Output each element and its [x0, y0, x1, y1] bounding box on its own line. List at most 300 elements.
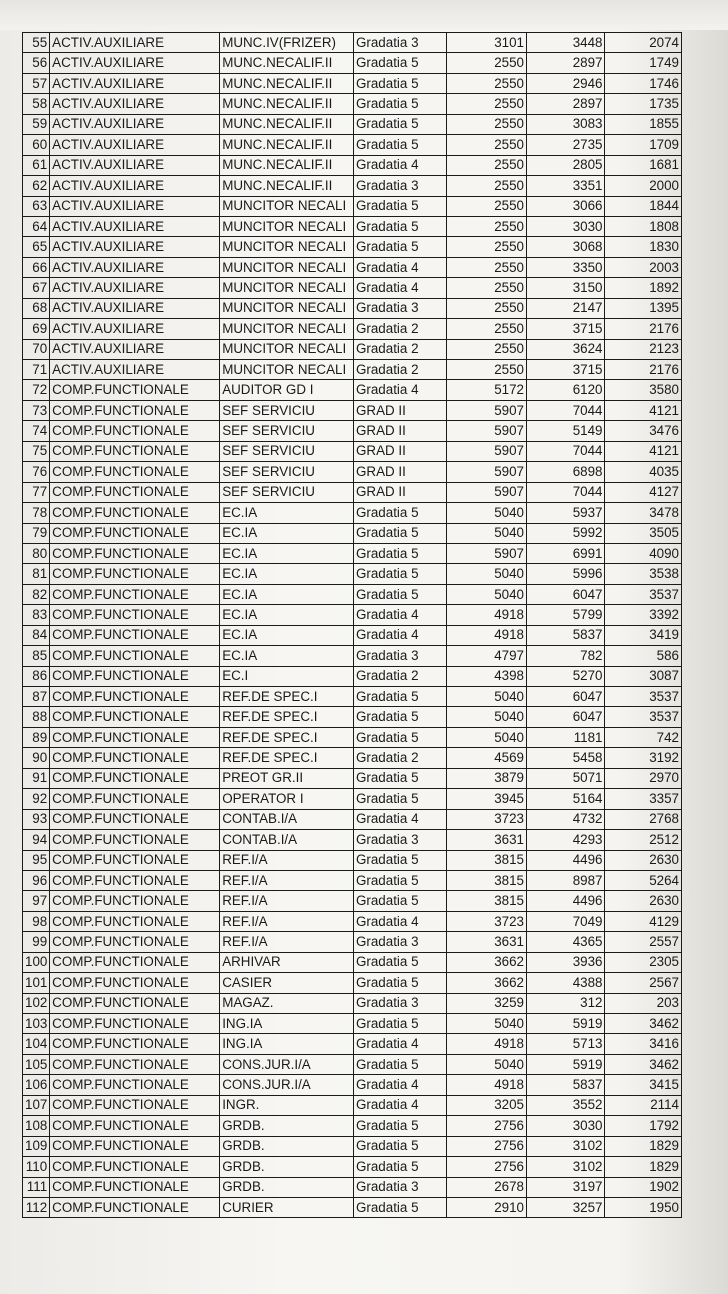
grade-cell: Gradatia 4	[353, 278, 446, 298]
row-number: 111	[23, 1177, 50, 1197]
value2-cell: 4388	[527, 973, 605, 993]
grade-cell: Gradatia 3	[353, 298, 446, 318]
department-cell: COMP.FUNCTIONALE	[50, 850, 220, 870]
function-cell: EC.I	[220, 666, 354, 686]
value1-cell: 3101	[446, 33, 526, 53]
grade-cell: Gradatia 5	[353, 952, 446, 972]
function-cell: CONTAB.I/A	[220, 830, 354, 850]
value1-cell: 2756	[446, 1157, 526, 1177]
value2-cell: 5837	[527, 625, 605, 645]
grade-cell: Gradatia 5	[353, 768, 446, 788]
grade-cell: Gradatia 5	[353, 523, 446, 543]
value2-cell: 3030	[527, 216, 605, 236]
value3-cell: 2630	[605, 850, 682, 870]
grade-cell: GRAD II	[353, 421, 446, 441]
value2-cell: 3150	[527, 278, 605, 298]
grade-cell: Gradatia 3	[353, 932, 446, 952]
value3-cell: 2567	[605, 973, 682, 993]
table-row	[23, 114, 682, 134]
row-number: 61	[23, 155, 50, 175]
value1-cell: 5907	[446, 441, 526, 461]
value1-cell: 2550	[446, 73, 526, 93]
function-cell: MUNC.NECALIF.II	[220, 73, 354, 93]
department-cell: ACTIV.AUXILIARE	[50, 319, 220, 339]
value3-cell: 3192	[605, 748, 682, 768]
function-cell: REF.DE SPEC.I	[220, 748, 354, 768]
grade-cell: Gradatia 5	[353, 564, 446, 584]
department-cell: COMP.FUNCTIONALE	[50, 768, 220, 788]
value2-cell: 5919	[527, 1014, 605, 1034]
row-number: 64	[23, 216, 50, 236]
table-row	[23, 155, 682, 175]
value2-cell: 3102	[527, 1136, 605, 1156]
value3-cell: 1830	[605, 237, 682, 257]
grade-cell: Gradatia 4	[353, 809, 446, 829]
value2-cell: 6047	[527, 584, 605, 604]
value2-cell: 1181	[527, 727, 605, 747]
value3-cell: 3580	[605, 380, 682, 400]
grade-cell: Gradatia 5	[353, 503, 446, 523]
function-cell: MAGAZ.	[220, 993, 354, 1013]
value2-cell: 2805	[527, 155, 605, 175]
department-cell: COMP.FUNCTIONALE	[50, 973, 220, 993]
grade-cell: Gradatia 4	[353, 605, 446, 625]
grade-cell: Gradatia 5	[353, 870, 446, 890]
table-row	[23, 1054, 682, 1074]
function-cell: PREOT GR.II	[220, 768, 354, 788]
function-cell: GRDB.	[220, 1157, 354, 1177]
value1-cell: 2550	[446, 94, 526, 114]
department-cell: COMP.FUNCTIONALE	[50, 1116, 220, 1136]
function-cell: CONTAB.I/A	[220, 809, 354, 829]
row-number: 63	[23, 196, 50, 216]
value2-cell: 7044	[527, 482, 605, 502]
row-number: 109	[23, 1136, 50, 1156]
grade-cell: Gradatia 3	[353, 176, 446, 196]
department-cell: COMP.FUNCTIONALE	[50, 687, 220, 707]
department-cell: COMP.FUNCTIONALE	[50, 809, 220, 829]
value3-cell: 3087	[605, 666, 682, 686]
row-number: 66	[23, 257, 50, 277]
function-cell: SEF SERVICIU	[220, 400, 354, 420]
value1-cell: 5040	[446, 584, 526, 604]
grade-cell: Gradatia 3	[353, 646, 446, 666]
value1-cell: 4918	[446, 1075, 526, 1095]
value3-cell: 2176	[605, 319, 682, 339]
grade-cell: Gradatia 5	[353, 237, 446, 257]
value1-cell: 2550	[446, 237, 526, 257]
value2-cell: 3068	[527, 237, 605, 257]
function-cell: CURIER	[220, 1197, 354, 1217]
department-cell: COMP.FUNCTIONALE	[50, 1014, 220, 1034]
grade-cell: Gradatia 5	[353, 1116, 446, 1136]
grade-cell: GRAD II	[353, 441, 446, 461]
value3-cell: 3419	[605, 625, 682, 645]
function-cell: EC.IA	[220, 605, 354, 625]
value2-cell: 5996	[527, 564, 605, 584]
value1-cell: 3723	[446, 809, 526, 829]
function-cell: MUNC.NECALIF.II	[220, 176, 354, 196]
function-cell: SEF SERVICIU	[220, 462, 354, 482]
function-cell: MUNCITOR NECALI	[220, 237, 354, 257]
function-cell: CASIER	[220, 973, 354, 993]
grade-cell: Gradatia 3	[353, 1177, 446, 1197]
value1-cell: 2550	[446, 196, 526, 216]
value2-cell: 6047	[527, 707, 605, 727]
table-row	[23, 789, 682, 809]
table-row	[23, 646, 682, 666]
table-body	[23, 33, 682, 1218]
value1-cell: 2550	[446, 155, 526, 175]
row-number: 99	[23, 932, 50, 952]
value2-cell: 4496	[527, 850, 605, 870]
value1-cell: 2756	[446, 1136, 526, 1156]
table-row	[23, 1136, 682, 1156]
value1-cell: 2756	[446, 1116, 526, 1136]
grade-cell: Gradatia 5	[353, 1136, 446, 1156]
table-row	[23, 523, 682, 543]
table-row	[23, 1014, 682, 1034]
row-number: 56	[23, 53, 50, 73]
department-cell: COMP.FUNCTIONALE	[50, 830, 220, 850]
value3-cell: 3537	[605, 687, 682, 707]
department-cell: ACTIV.AUXILIARE	[50, 257, 220, 277]
value2-cell: 3102	[527, 1157, 605, 1177]
department-cell: COMP.FUNCTIONALE	[50, 1157, 220, 1177]
row-number: 85	[23, 646, 50, 666]
grade-cell: Gradatia 4	[353, 625, 446, 645]
department-cell: COMP.FUNCTIONALE	[50, 952, 220, 972]
table-row	[23, 339, 682, 359]
grade-cell: Gradatia 4	[353, 380, 446, 400]
function-cell: REF.I/A	[220, 891, 354, 911]
department-cell: COMP.FUNCTIONALE	[50, 1095, 220, 1115]
table-row	[23, 319, 682, 339]
row-number: 106	[23, 1075, 50, 1095]
value3-cell: 4121	[605, 400, 682, 420]
value3-cell: 742	[605, 727, 682, 747]
function-cell: GRDB.	[220, 1177, 354, 1197]
row-number: 96	[23, 870, 50, 890]
value1-cell: 4797	[446, 646, 526, 666]
value2-cell: 6898	[527, 462, 605, 482]
value2-cell: 5919	[527, 1054, 605, 1074]
value1-cell: 4918	[446, 625, 526, 645]
row-number: 103	[23, 1014, 50, 1034]
function-cell: EC.IA	[220, 543, 354, 563]
function-cell: MUNCITOR NECALI	[220, 319, 354, 339]
function-cell: MUNCITOR NECALI	[220, 257, 354, 277]
value2-cell: 7044	[527, 441, 605, 461]
value1-cell: 3723	[446, 911, 526, 931]
table-row	[23, 380, 682, 400]
value2-cell: 3552	[527, 1095, 605, 1115]
value1-cell: 3205	[446, 1095, 526, 1115]
value2-cell: 5992	[527, 523, 605, 543]
table-row	[23, 707, 682, 727]
value3-cell: 586	[605, 646, 682, 666]
table-row	[23, 135, 682, 155]
department-cell: COMP.FUNCTIONALE	[50, 1177, 220, 1197]
value2-cell: 312	[527, 993, 605, 1013]
department-cell: ACTIV.AUXILIARE	[50, 155, 220, 175]
function-cell: SEF SERVICIU	[220, 421, 354, 441]
row-number: 72	[23, 380, 50, 400]
value3-cell: 1902	[605, 1177, 682, 1197]
department-cell: ACTIV.AUXILIARE	[50, 237, 220, 257]
row-number: 78	[23, 503, 50, 523]
row-number: 104	[23, 1034, 50, 1054]
grade-cell: Gradatia 2	[353, 319, 446, 339]
department-cell: ACTIV.AUXILIARE	[50, 360, 220, 380]
value3-cell: 1829	[605, 1157, 682, 1177]
department-cell: COMP.FUNCTIONALE	[50, 421, 220, 441]
row-number: 71	[23, 360, 50, 380]
row-number: 73	[23, 400, 50, 420]
value2-cell: 7044	[527, 400, 605, 420]
value1-cell: 3662	[446, 952, 526, 972]
table-row	[23, 932, 682, 952]
row-number: 112	[23, 1197, 50, 1217]
function-cell: MUNCITOR NECALI	[220, 196, 354, 216]
value2-cell: 4293	[527, 830, 605, 850]
value1-cell: 2550	[446, 319, 526, 339]
table-row	[23, 400, 682, 420]
value2-cell: 3448	[527, 33, 605, 53]
table-row	[23, 53, 682, 73]
value1-cell: 5040	[446, 503, 526, 523]
department-cell: ACTIV.AUXILIARE	[50, 196, 220, 216]
function-cell: ING.IA	[220, 1034, 354, 1054]
value1-cell: 5040	[446, 727, 526, 747]
department-cell: COMP.FUNCTIONALE	[50, 1075, 220, 1095]
function-cell: REF.DE SPEC.I	[220, 727, 354, 747]
value3-cell: 3392	[605, 605, 682, 625]
function-cell: INGR.	[220, 1095, 354, 1115]
grade-cell: Gradatia 5	[353, 216, 446, 236]
department-cell: COMP.FUNCTIONALE	[50, 462, 220, 482]
department-cell: COMP.FUNCTIONALE	[50, 503, 220, 523]
value3-cell: 4121	[605, 441, 682, 461]
value3-cell: 3416	[605, 1034, 682, 1054]
value1-cell: 5040	[446, 564, 526, 584]
table-row	[23, 830, 682, 850]
row-number: 75	[23, 441, 50, 461]
department-cell: ACTIV.AUXILIARE	[50, 53, 220, 73]
table-row	[23, 870, 682, 890]
table-row	[23, 993, 682, 1013]
value1-cell: 5907	[446, 462, 526, 482]
department-cell: ACTIV.AUXILIARE	[50, 216, 220, 236]
value2-cell: 2147	[527, 298, 605, 318]
value2-cell: 3257	[527, 1197, 605, 1217]
value2-cell: 5799	[527, 605, 605, 625]
function-cell: EC.IA	[220, 523, 354, 543]
function-cell: MUNC.NECALIF.II	[220, 53, 354, 73]
value3-cell: 3537	[605, 584, 682, 604]
row-number: 69	[23, 319, 50, 339]
table-row	[23, 850, 682, 870]
department-cell: COMP.FUNCTIONALE	[50, 400, 220, 420]
grade-cell: Gradatia 5	[353, 114, 446, 134]
value1-cell: 3879	[446, 768, 526, 788]
value1-cell: 5907	[446, 421, 526, 441]
value3-cell: 1855	[605, 114, 682, 134]
row-number: 87	[23, 687, 50, 707]
table-row	[23, 1116, 682, 1136]
value2-cell: 5458	[527, 748, 605, 768]
function-cell: MUNCITOR NECALI	[220, 360, 354, 380]
table-row	[23, 666, 682, 686]
table-row	[23, 768, 682, 788]
row-number: 59	[23, 114, 50, 134]
table-row	[23, 421, 682, 441]
function-cell: SEF SERVICIU	[220, 441, 354, 461]
row-number: 80	[23, 543, 50, 563]
value1-cell: 3259	[446, 993, 526, 1013]
function-cell: REF.I/A	[220, 932, 354, 952]
value1-cell: 5040	[446, 687, 526, 707]
grade-cell: Gradatia 4	[353, 1075, 446, 1095]
value3-cell: 3415	[605, 1075, 682, 1095]
value1-cell: 3815	[446, 850, 526, 870]
value2-cell: 2946	[527, 73, 605, 93]
value3-cell: 3476	[605, 421, 682, 441]
value2-cell: 5837	[527, 1075, 605, 1095]
value2-cell: 3715	[527, 360, 605, 380]
value3-cell: 5264	[605, 870, 682, 890]
table-row	[23, 625, 682, 645]
value3-cell: 2305	[605, 952, 682, 972]
value3-cell: 2630	[605, 891, 682, 911]
grade-cell: GRAD II	[353, 400, 446, 420]
value3-cell: 4035	[605, 462, 682, 482]
function-cell: CONS.JUR.I/A	[220, 1054, 354, 1074]
row-number: 67	[23, 278, 50, 298]
grade-cell: Gradatia 5	[353, 135, 446, 155]
value2-cell: 6120	[527, 380, 605, 400]
value1-cell: 5907	[446, 400, 526, 420]
row-number: 60	[23, 135, 50, 155]
department-cell: COMP.FUNCTIONALE	[50, 870, 220, 890]
table-row	[23, 360, 682, 380]
value1-cell: 5040	[446, 1014, 526, 1034]
value3-cell: 203	[605, 993, 682, 1013]
value3-cell: 1395	[605, 298, 682, 318]
value1-cell: 2550	[446, 114, 526, 134]
function-cell: MUNC.IV(FRIZER)	[220, 33, 354, 53]
value3-cell: 3462	[605, 1014, 682, 1034]
grade-cell: Gradatia 5	[353, 891, 446, 911]
grade-cell: Gradatia 5	[353, 707, 446, 727]
function-cell: EC.IA	[220, 503, 354, 523]
department-cell: COMP.FUNCTIONALE	[50, 543, 220, 563]
value1-cell: 2550	[446, 53, 526, 73]
value2-cell: 5713	[527, 1034, 605, 1054]
function-cell: SEF SERVICIU	[220, 482, 354, 502]
row-number: 97	[23, 891, 50, 911]
grade-cell: Gradatia 4	[353, 257, 446, 277]
function-cell: MUNC.NECALIF.II	[220, 135, 354, 155]
function-cell: MUNCITOR NECALI	[220, 216, 354, 236]
row-number: 74	[23, 421, 50, 441]
row-number: 81	[23, 564, 50, 584]
grade-cell: GRAD II	[353, 482, 446, 502]
row-number: 92	[23, 789, 50, 809]
table-row	[23, 543, 682, 563]
value1-cell: 2550	[446, 298, 526, 318]
table-row	[23, 257, 682, 277]
function-cell: REF.I/A	[220, 850, 354, 870]
value1-cell: 2550	[446, 135, 526, 155]
page-top-margin	[0, 0, 728, 30]
value1-cell: 5040	[446, 707, 526, 727]
grade-cell: Gradatia 4	[353, 1095, 446, 1115]
table-row	[23, 891, 682, 911]
value2-cell: 6991	[527, 543, 605, 563]
value3-cell: 2123	[605, 339, 682, 359]
value3-cell: 3462	[605, 1054, 682, 1074]
row-number: 58	[23, 94, 50, 114]
table-row	[23, 176, 682, 196]
department-cell: COMP.FUNCTIONALE	[50, 564, 220, 584]
row-number: 62	[23, 176, 50, 196]
department-cell: COMP.FUNCTIONALE	[50, 789, 220, 809]
table-row	[23, 298, 682, 318]
value2-cell: 5270	[527, 666, 605, 686]
table-row	[23, 1177, 682, 1197]
value3-cell: 2114	[605, 1095, 682, 1115]
value2-cell: 782	[527, 646, 605, 666]
value1-cell: 5907	[446, 543, 526, 563]
value2-cell: 3030	[527, 1116, 605, 1136]
table-row	[23, 564, 682, 584]
row-number: 110	[23, 1157, 50, 1177]
value2-cell: 7049	[527, 911, 605, 931]
value2-cell: 3351	[527, 176, 605, 196]
department-cell: COMP.FUNCTIONALE	[50, 605, 220, 625]
value3-cell: 2074	[605, 33, 682, 53]
department-cell: ACTIV.AUXILIARE	[50, 33, 220, 53]
grade-cell: Gradatia 4	[353, 155, 446, 175]
table-row	[23, 727, 682, 747]
table-row	[23, 605, 682, 625]
value3-cell: 2557	[605, 932, 682, 952]
row-number: 98	[23, 911, 50, 931]
table-row	[23, 809, 682, 829]
department-cell: COMP.FUNCTIONALE	[50, 666, 220, 686]
grade-cell: Gradatia 5	[353, 973, 446, 993]
value1-cell: 5172	[446, 380, 526, 400]
department-cell: COMP.FUNCTIONALE	[50, 441, 220, 461]
department-cell: ACTIV.AUXILIARE	[50, 114, 220, 134]
row-number: 88	[23, 707, 50, 727]
row-number: 95	[23, 850, 50, 870]
value3-cell: 1844	[605, 196, 682, 216]
value3-cell: 2176	[605, 360, 682, 380]
row-number: 76	[23, 462, 50, 482]
value2-cell: 3066	[527, 196, 605, 216]
value1-cell: 3945	[446, 789, 526, 809]
grade-cell: Gradatia 5	[353, 584, 446, 604]
value3-cell: 1746	[605, 73, 682, 93]
grade-cell: Gradatia 5	[353, 53, 446, 73]
department-cell: ACTIV.AUXILIARE	[50, 298, 220, 318]
function-cell: EC.IA	[220, 584, 354, 604]
value1-cell: 4398	[446, 666, 526, 686]
department-cell: COMP.FUNCTIONALE	[50, 523, 220, 543]
value1-cell: 5040	[446, 1054, 526, 1074]
